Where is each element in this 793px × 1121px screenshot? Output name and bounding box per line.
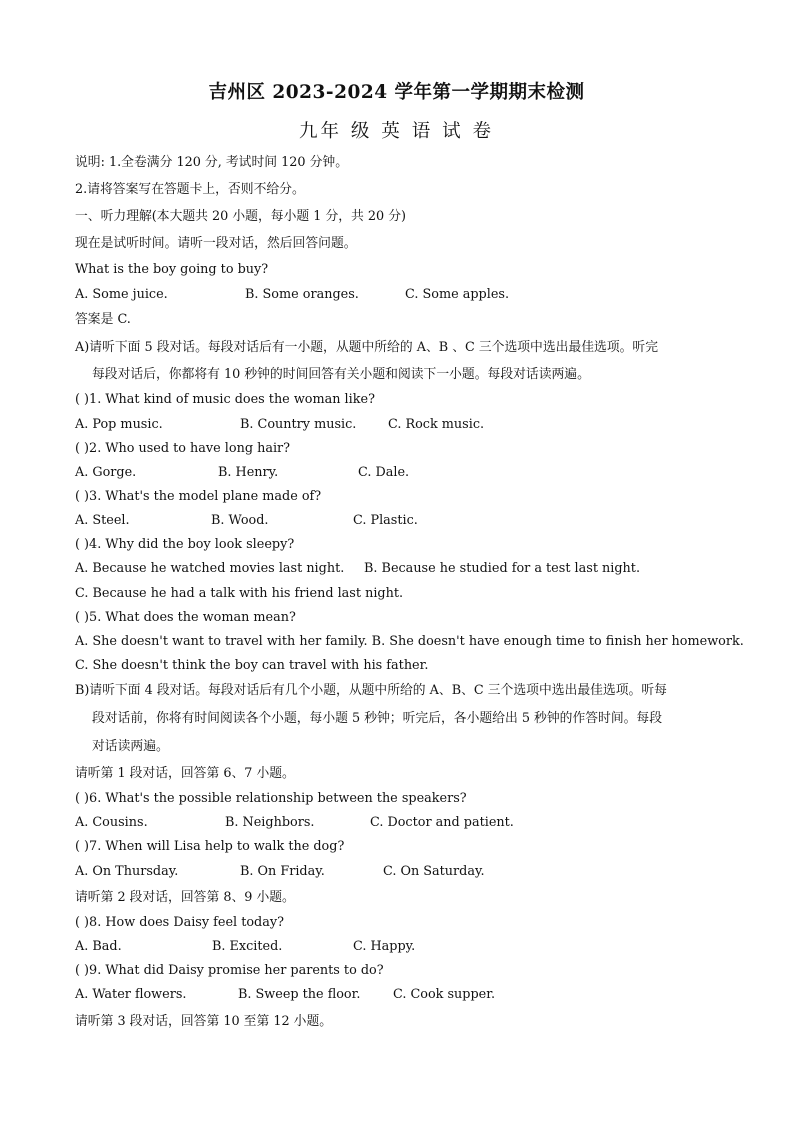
- q1-option-c: C. Rock music.: [388, 417, 485, 432]
- part-b-instructions-1: B)请听下面 4 段对话。每段对话后有几个小题，从题中所给的 A、B、C 三个选项中选出最佳选项。听每: [75, 683, 667, 698]
- q4-option-c: C. Because he had a talk with his friend last night.: [75, 586, 404, 601]
- question-8: ( )8. How does Daisy feel today?: [75, 915, 284, 930]
- q7-option-a: A. On Thursday.: [75, 864, 179, 879]
- q8-option-c: C. Happy.: [353, 939, 416, 954]
- q9-option-a: A. Water flowers.: [75, 987, 187, 1002]
- part-b-instructions-2: 段对话前，你将有时间阅读各个小题，每小题 5 秒钟；听完后，各小题给出 5 秒钟的作答时间。每段: [92, 711, 663, 726]
- q9-option-b: B. Sweep the floor.: [238, 987, 361, 1002]
- question-7: ( )7. When will Lisa help to walk the dog?: [75, 839, 345, 854]
- q2-option-c: C. Dale.: [358, 465, 410, 480]
- q3-option-b: B. Wood.: [211, 513, 269, 528]
- question-4: ( )4. Why did the boy look sleepy?: [75, 537, 295, 552]
- question-9: ( )9. What did Daisy promise her parents to do?: [75, 963, 384, 978]
- q5-option-c: C. She doesn't think the boy can travel with his father.: [75, 658, 429, 673]
- question-5: ( )5. What does the woman mean?: [75, 610, 296, 625]
- q4-option-a: A. Because he watched movies last night.: [75, 561, 345, 576]
- question-3: ( )3. What's the model plane made of?: [75, 489, 322, 504]
- q9-option-c: C. Cook supper.: [393, 987, 496, 1002]
- part-b-instructions-3: 对话读两遍。: [92, 739, 169, 754]
- trial-intro: 现在是试听时间。请听一段对话，然后回答问题。: [75, 236, 357, 251]
- dialogue-2-intro: 请听第 2 段对话，回答第 8、9 小题。: [75, 890, 295, 905]
- question-1: ( )1. What kind of music does the woman like?: [75, 392, 375, 407]
- q7-option-b: B. On Friday.: [240, 864, 325, 879]
- q4-option-b: B. Because he studied for a test last night.: [364, 561, 641, 576]
- q1-option-b: B. Country music.: [240, 417, 357, 432]
- q7-option-c: C. On Saturday.: [383, 864, 485, 879]
- exam-title: 吉州区 2023-2024 学年第一学期期末检测: [208, 82, 585, 103]
- exam-subtitle: 九年 级 英 语 试 卷: [299, 121, 494, 142]
- q8-option-a: A. Bad.: [75, 939, 122, 954]
- part-a-instructions-2: 每段对话后，你都将有 10 秒钟的时间回答有关小题和阅读下一小题。每段对话读两遍。: [92, 367, 590, 382]
- q2-option-a: A. Gorge.: [75, 465, 137, 480]
- q6-option-b: B. Neighbors.: [225, 815, 315, 830]
- note-2: 2.请将答案写在答题卡上，否则不给分。: [75, 182, 305, 197]
- note-1: 说明: 1.全卷满分 120 分, 考试时间 120 分钟。: [75, 155, 349, 170]
- dialogue-1-intro: 请听第 1 段对话，回答第 6、7 小题。: [75, 766, 295, 781]
- q6-option-a: A. Cousins.: [75, 815, 148, 830]
- section-heading: 一、听力理解(本大题共 20 小题，每小题 1 分，共 20 分): [75, 209, 407, 224]
- question-2: ( )2. Who used to have long hair?: [75, 441, 291, 456]
- q6-option-c: C. Doctor and patient.: [370, 815, 514, 830]
- dialogue-3-intro: 请听第 3 段对话，回答第 10 至第 12 小题。: [75, 1014, 333, 1029]
- q3-option-a: A. Steel.: [75, 513, 130, 528]
- trial-option-b: B. Some oranges.: [245, 287, 359, 302]
- q8-option-b: B. Excited.: [212, 939, 283, 954]
- trial-question: What is the boy going to buy?: [75, 262, 269, 277]
- question-6: ( )6. What's the possible relationship between the speakers?: [75, 791, 467, 806]
- trial-option-a: A. Some juice.: [75, 287, 168, 302]
- trial-answer: 答案是 C.: [75, 312, 131, 327]
- q5-options-ab: A. She doesn't want to travel with her family. B. She doesn't have enough time to finish her homework.: [75, 634, 744, 649]
- q1-option-a: A. Pop music.: [75, 417, 163, 432]
- trial-option-c: C. Some apples.: [405, 287, 510, 302]
- q3-option-c: C. Plastic.: [353, 513, 418, 528]
- q2-option-b: B. Henry.: [218, 465, 279, 480]
- part-a-instructions-1: A)请听下面 5 段对话。每段对话后有一小题，从题中所给的 A、B 、C 三个选项中选出最佳选项。听完: [75, 340, 659, 355]
